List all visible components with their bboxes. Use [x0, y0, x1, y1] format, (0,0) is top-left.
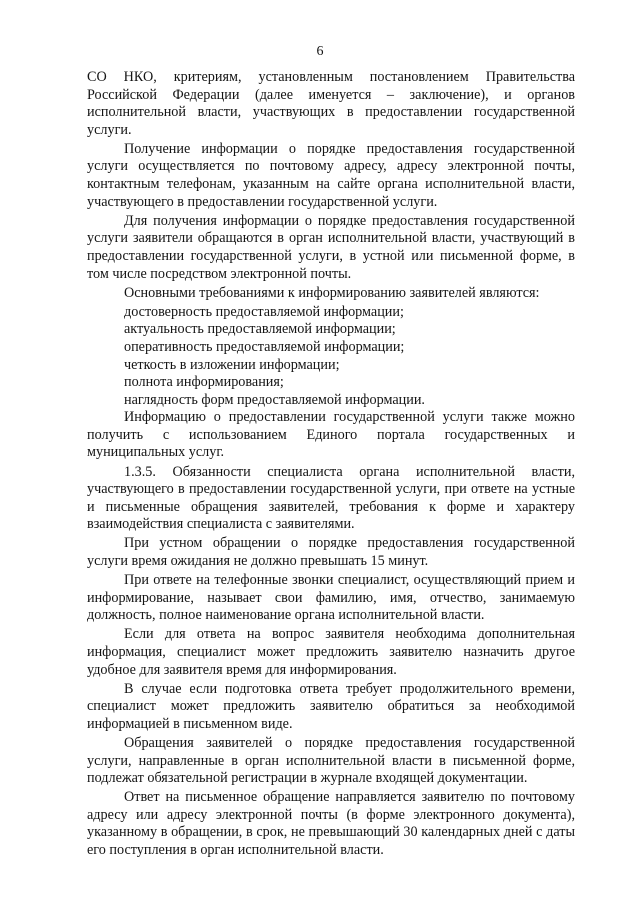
paragraph-response-deadline: Ответ на письменное обращение направляется заявителю по почтовому адресу или адресу электронной почты (в форме электронного документа), указанному в обращении, в срок, не превышающий 30 календарных дней с даты его поступления в орган исполнительной власти.: [87, 789, 575, 859]
list-item: достоверность предоставляемой информации;: [124, 303, 404, 320]
list-item: наглядность форм предоставляемой информации.: [124, 391, 425, 408]
paragraph-section-1-3-5: 1.3.5. Обязанности специалиста органа исполнительной власти, участвующего в предоставлении государственной услуги, при ответе на устные и письменные обращения заявителей, требования к форме и характеру взаимодействия специалиста с заявителями.: [87, 463, 575, 533]
paragraph-applicants-contact: Для получения информации о порядке предоставления государственной услуги заявители обращаются в орган исполнительной власти, участвующий в предоставлении государственной услуги, в устной или письменной форме, в том числе посредством электронной почты.: [87, 212, 575, 282]
paragraph-registration: Обращения заявителей о порядке предоставления государственной услуги, направленные в орган исполнительной власти в письменной форме, подлежат обязательной регистрации в журнале входящей документации.: [87, 734, 575, 787]
paragraph-requirements-intro: Основными требованиями к информированию заявителей являются:: [124, 284, 540, 301]
paragraph-continuation: СО НКО, критериям, установленным постановлением Правительства Российской Федерации (далее именуется – заключение), и органов исполнительной власти, участвующих в предоставлении государственной услуги.: [87, 69, 575, 138]
paragraph-phone-calls: При ответе на телефонные звонки специалист, осуществляющий прием и информирование, называет свои фамилию, имя, отчество, занимаемую должность, полное наименование органа исполнительной власти.: [87, 572, 575, 624]
list-item: полнота информирования;: [124, 374, 284, 391]
list-item: оперативность предоставляемой информации;: [124, 338, 405, 355]
list-item: четкость в изложении информации;: [124, 356, 340, 373]
paragraph-portal: Информацию о предоставлении государственной услуги также можно получить с использованием Единого портала государственных и муниципальных услуг.: [87, 409, 575, 461]
requirements-list: [87, 304, 575, 410]
paragraph-waiting-time: При устном обращении о порядке предоставления государственной услуги время ожидания не должно превышать 15 минут.: [87, 535, 575, 570]
page-number: 6: [316, 44, 324, 59]
paragraph-information-channels: Получение информации о порядке предоставления государственной услуги осуществляется по почтовому адресу, адресу электронной почты, контактным телефонам, указанным на сайте органа исполнительной власти, участвующего в предоставлении государственной услуги.: [87, 140, 575, 210]
document-body: [87, 69, 575, 861]
list-item: актуальность предоставляемой информации;: [124, 321, 396, 338]
paragraph-written-reply: В случае если подготовка ответа требует продолжительного времени, специалист может предложить заявителю обратиться за необходимой информацией в письменном виде.: [87, 680, 575, 732]
paragraph-additional-info: Если для ответа на вопрос заявителя необходима дополнительная информация, специалист может предложить заявителю назначить другое удобное для заявителя время для информирования.: [87, 626, 575, 678]
